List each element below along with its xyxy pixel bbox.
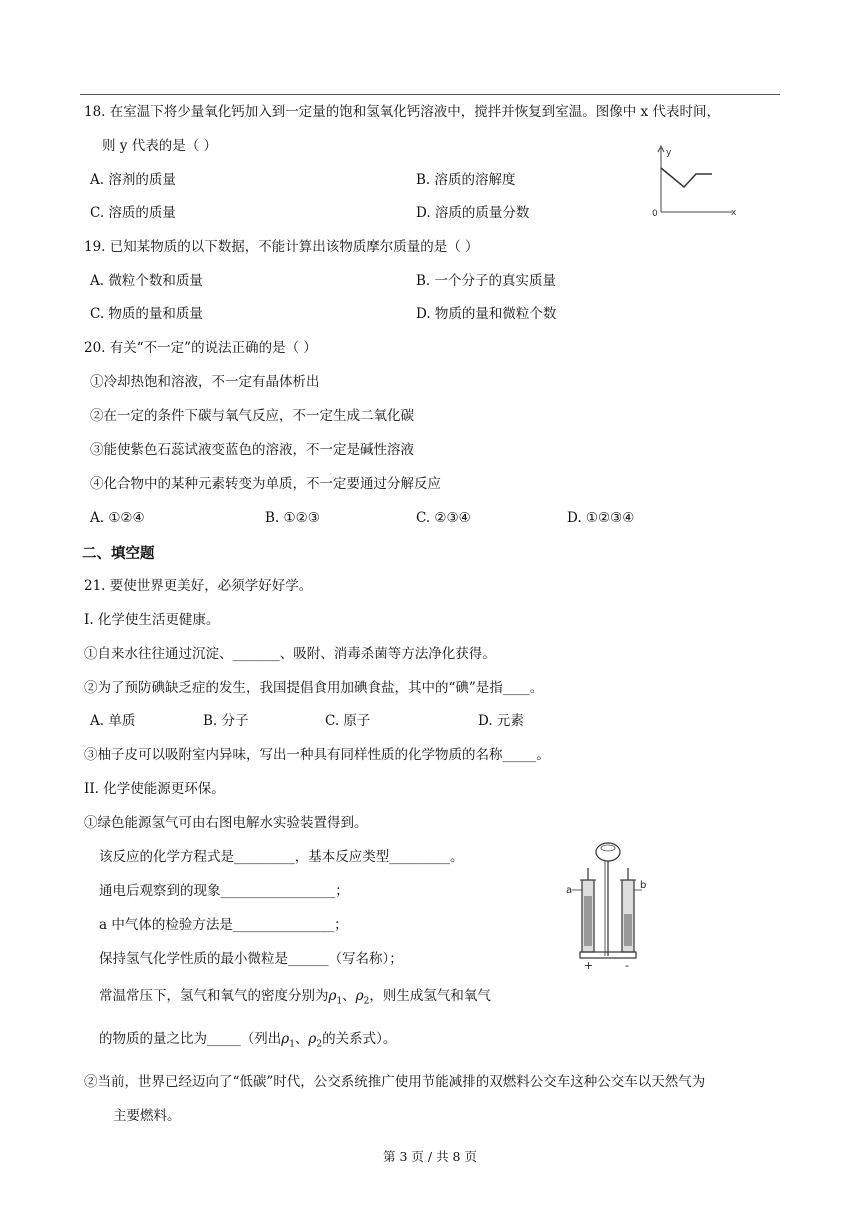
q18-option-a: A. 溶剂的质量 [90, 172, 176, 188]
q20-option-c: C. ②③④ [416, 510, 471, 526]
apparatus-label-b: b [640, 880, 647, 891]
subscript-2: 2 [363, 996, 370, 1007]
apparatus-label-a: a [566, 885, 573, 896]
subscript-1: 1 [289, 1039, 295, 1050]
q20-statement-1: ①冷却热饱和溶液，不一定有晶体析出 [90, 374, 320, 390]
rho-symbol: ρ [328, 988, 337, 1004]
q21-p1-item1: ①自来水往往通过沉淀、_______、吸附、消毒杀菌等方法净化获得。 [84, 646, 496, 662]
q20-option-a: A. ①②④ [90, 510, 145, 526]
q21-sub-line-2: 通电后观察到的现象_________________； [99, 883, 349, 899]
ratio-line-tail: 的关系式）。 [322, 1031, 397, 1047]
density-line-tail: ，则生成氢气和氧气 [369, 988, 491, 1004]
q21-p1-option-d: D. 元素 [478, 713, 524, 729]
apparatus-minus: - [625, 959, 629, 970]
electrolysis-apparatus [560, 838, 650, 970]
q20-statement-2: ②在一定的条件下碳与氧气反应，不一定生成二氧化碳 [90, 408, 414, 424]
q21-p2-item2-line2: 主要燃料。 [113, 1108, 181, 1124]
q19-option-d: D. 物质的量和微粒个数 [416, 306, 557, 322]
q18-option-d: D. 溶质的质量分数 [416, 205, 530, 221]
q18-stem-line1: 18. 在室温下将少量氧化钙加入到一定量的饱和氢氧化钙溶液中，搅拌并恢复到室温。图像中 x 代表时间， [84, 104, 720, 120]
q21-p1-option-a: A. 单质 [90, 713, 136, 729]
q19-option-c: C. 物质的量和质量 [90, 306, 203, 322]
q21-p1-item3: ③柚子皮可以吸附室内异味，写出一种具有同样性质的化学物质的名称_____。 [84, 747, 550, 763]
q18-stem-line2: 则 y 代表的是（ ） [102, 138, 218, 154]
q21-sub-line-4: 保持氢气化学性质的最小微粒是______（写名称）； [99, 951, 403, 967]
q20-option-b: B. ①②③ [265, 510, 320, 526]
q21-p1-option-c: C. 原子 [325, 713, 371, 729]
rho-symbol: ρ [281, 1031, 290, 1047]
q19-option-a: A. 微粒个数和质量 [90, 273, 203, 289]
section-title-fill-in: 二、填空题 [82, 546, 155, 562]
page-footer: 第 3 页 / 共 8 页 [383, 1149, 477, 1164]
rho-symbol: ρ [355, 988, 364, 1004]
subscript-2: 2 [316, 1039, 323, 1050]
q21-sub-line-3: a 中气体的检验方法是_______________； [99, 917, 348, 933]
separator: 、 [342, 988, 356, 1004]
q21-sub-line-1: 该反应的化学方程式是_________，基本反应类型_________。 [99, 849, 464, 865]
q21-p2-item2-line1: ②当前，世界已经迈向了“低碳”时代，公交系统推广使用节能减排的双燃料公交车这种公交车以天然气为 [84, 1074, 706, 1090]
density-line-text: 常温常压下，氢气和氧气的密度分别为 [99, 988, 329, 1004]
q20-option-d: D. ①②③④ [567, 510, 635, 526]
q21-ratio-line [99, 1030, 396, 1054]
ratio-line-text: 的物质的量之比为_____（列出 [99, 1031, 282, 1047]
q18-graph-x-label: x [731, 208, 737, 218]
subscript-1: 1 [336, 996, 343, 1007]
q18-graph-origin: 0 [652, 209, 658, 218]
q21-p2-item1: ①绿色能源氢气可由右图电解水实验装置得到。 [84, 815, 368, 831]
q20-statement-4: ④化合物中的某种元素转变为单质，不一定要通过分解反应 [90, 476, 441, 492]
q18-option-b: B. 溶质的溶解度 [416, 172, 516, 188]
header-rule [80, 94, 780, 95]
q18-graph-curve [661, 168, 712, 187]
q21-p1-option-b: B. 分子 [203, 713, 249, 729]
q19-stem: 19. 已知某物质的以下数据，不能计算出该物质摩尔质量的是（ ） [84, 239, 479, 255]
q18-option-c: C. 溶质的质量 [90, 205, 176, 221]
apparatus-plus: + [584, 959, 594, 970]
q18-graph-y-label: y [666, 148, 672, 158]
separator: 、 [294, 1031, 309, 1047]
q21-part1-title: I. 化学使生活更健康。 [84, 612, 220, 628]
q21-stem: 21. 要使世界更美好，必须学好好学。 [84, 578, 313, 594]
q19-option-b: B. 一个分子的真实质量 [416, 273, 557, 289]
q20-statement-3: ③能使紫色石蕊试液变蓝色的溶液，不一定是碱性溶液 [90, 442, 414, 458]
q21-p1-item2: ②为了预防碘缺乏症的发生，我国提倡食用加碘食盐，其中的“碘”是指____。 [84, 680, 544, 696]
q21-density-line [99, 987, 491, 1011]
q20-stem: 20. 有关“不一定”的说法正确的是（ ） [84, 340, 317, 356]
q21-part2-title: II. 化学使能源更环保。 [84, 781, 225, 797]
rho-symbol: ρ [308, 1031, 317, 1047]
q18-graph [648, 142, 738, 218]
